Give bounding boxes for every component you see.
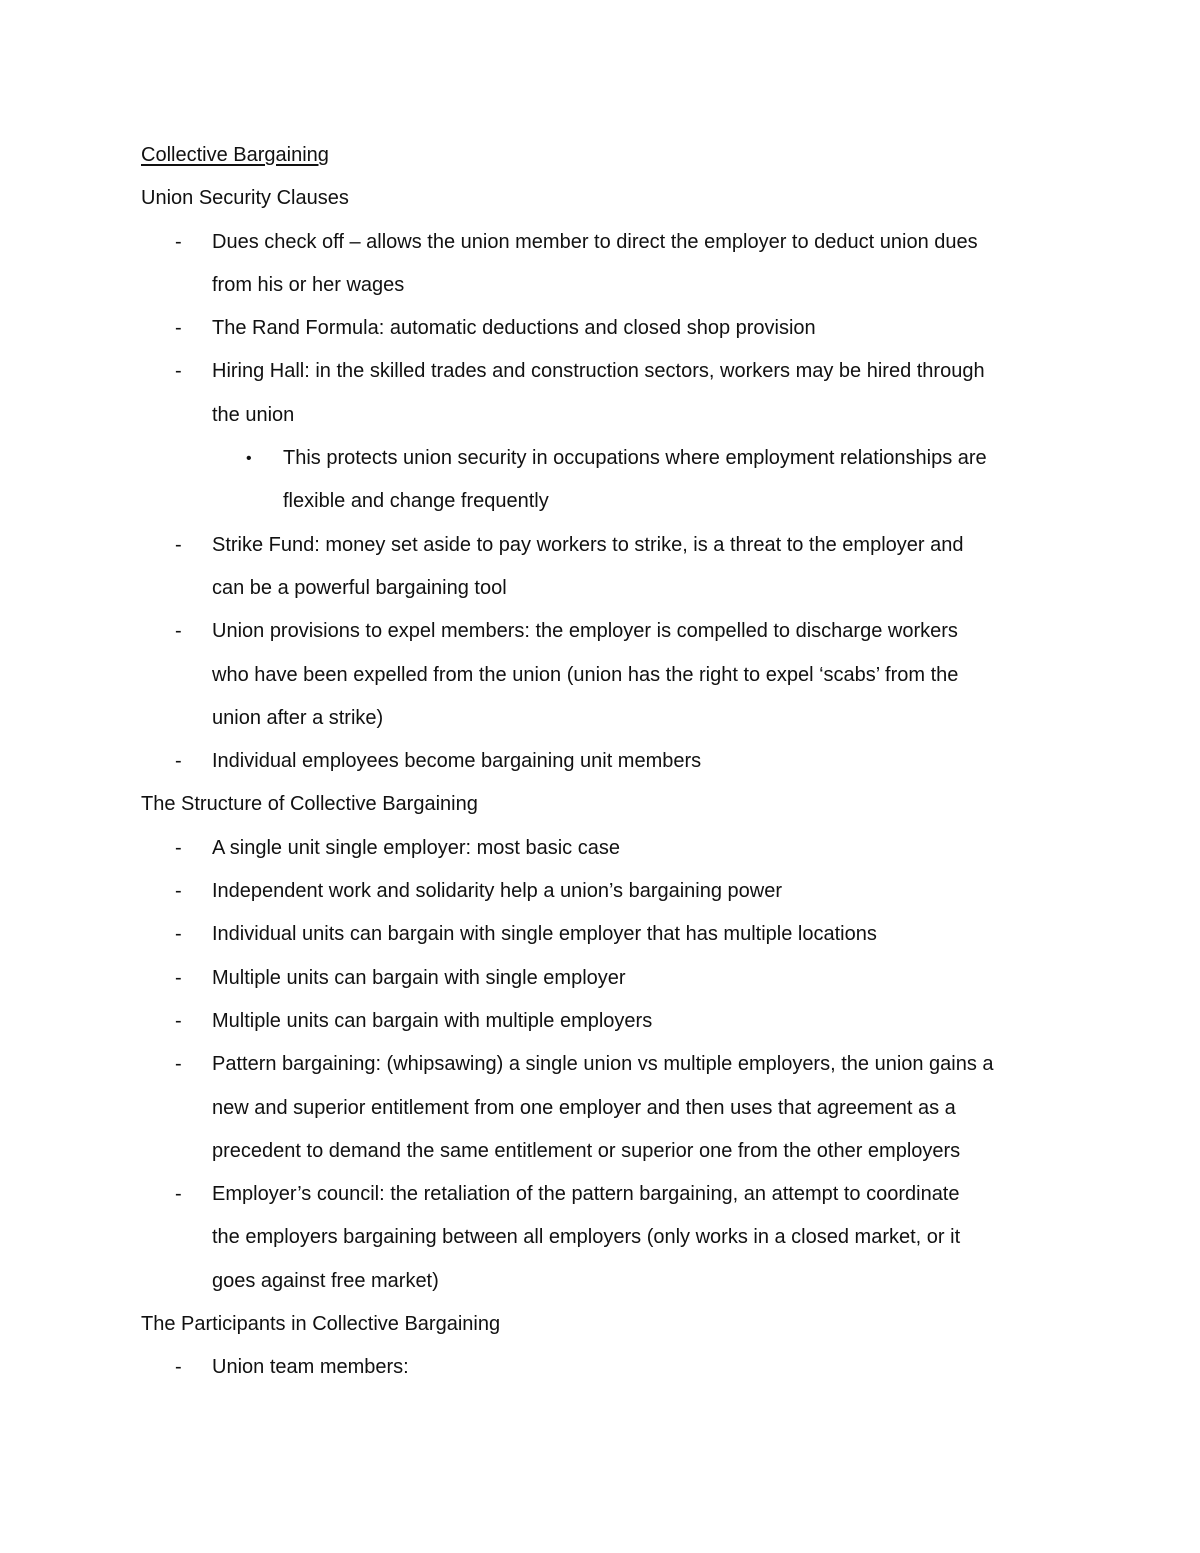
dash-marker: - (175, 360, 182, 383)
dash-marker: - (175, 966, 182, 989)
dash-marker: - (175, 1356, 182, 1379)
dash-marker: - (175, 880, 182, 903)
dash-marker: - (175, 230, 182, 253)
list-item-line: Independent work and solidarity help a union’s bargaining power - (141, 870, 1061, 913)
list-item-line: who have been expelled from the union (union has the right to expel ‘scabs’ from the (212, 663, 959, 686)
document-title: Collective Bargaining (141, 144, 329, 166)
list-item-line: Multiple units can bargain with single employer - (141, 957, 1061, 1000)
list-item-line: Dues check off – allows the union member to direct the employer to deduct union dues - (141, 221, 1061, 264)
section-heading: The Participants in Collective Bargaining (141, 1313, 501, 1336)
list-item-line: A single unit single employer: most basic case - (141, 827, 1061, 870)
list-item-line: Employer’s council: the retaliation of the pattern bargaining, an attempt to coordinate - (141, 1173, 1061, 1216)
document-body (141, 134, 1061, 1390)
list-item-line: the employers bargaining between all employers (only works in a closed market, or it (212, 1226, 961, 1249)
list-item-line: goes against free market) (212, 1269, 439, 1292)
sub-list-item-line: This protects union security in occupations where employment relationships are • (141, 437, 1061, 480)
list-item-line: Pattern bargaining: (whipsawing) a single union vs multiple employers, the union gains a - (141, 1043, 1061, 1086)
sub-list-item-line: flexible and change frequently (283, 490, 549, 513)
list-item-line: new and superior entitlement from one employer and then uses that agreement as a (212, 1096, 956, 1119)
list-item-line: union after a strike) (212, 706, 384, 729)
section-heading: The Structure of Collective Bargaining (141, 793, 478, 816)
list-item-line: Union provisions to expel members: the employer is compelled to discharge workers - (141, 610, 1061, 653)
dash-marker: - (175, 1183, 182, 1206)
list-item-line: precedent to demand the same entitlement or superior one from the other employers (212, 1139, 961, 1162)
dash-marker: - (175, 533, 182, 556)
section-heading: Union Security Clauses (141, 187, 349, 210)
list-item-line: the union (212, 403, 295, 426)
dash-marker: - (175, 750, 182, 773)
list-item-line: Individual employees become bargaining unit members - (141, 740, 1061, 783)
dash-marker: - (175, 620, 182, 643)
dash-marker: - (175, 317, 182, 340)
bullet-icon: • (246, 450, 252, 468)
dash-marker: - (175, 1053, 182, 1076)
list-item-line: Individual units can bargain with single employer that has multiple locations - (141, 913, 1061, 956)
list-item-line: Multiple units can bargain with multiple employers - (141, 1000, 1061, 1043)
dash-marker: - (175, 923, 182, 946)
list-item-line: The Rand Formula: automatic deductions and closed shop provision - (141, 307, 1061, 350)
list-item-line: Union team members: - (141, 1346, 1061, 1389)
dash-marker: - (175, 836, 182, 859)
list-item-line: from his or her wages (212, 273, 405, 296)
list-item-line: Hiring Hall: in the skilled trades and construction sectors, workers may be hired through - (141, 350, 1061, 393)
dash-marker: - (175, 1009, 182, 1032)
list-item-line: Strike Fund: money set aside to pay workers to strike, is a threat to the employer and - (141, 524, 1061, 567)
list-item-line: can be a powerful bargaining tool (212, 576, 507, 599)
